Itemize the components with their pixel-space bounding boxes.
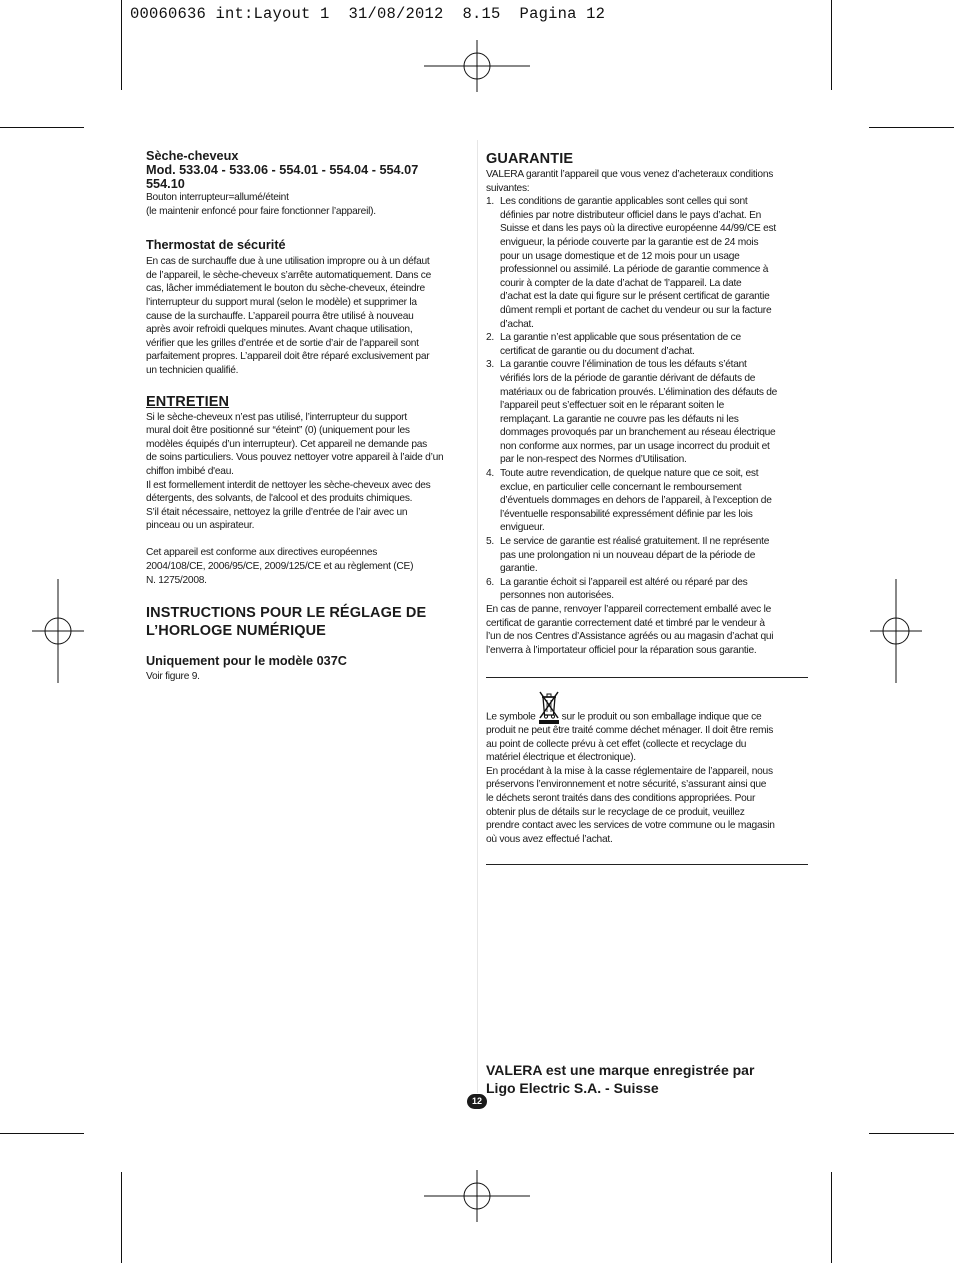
item-number: 6. xyxy=(486,576,494,588)
entretien-heading: ENTRETIEN xyxy=(146,393,230,410)
left-column xyxy=(146,149,468,684)
item-number: 1. xyxy=(486,196,494,208)
clock-heading: INSTRUCTIONS POUR LE RÉGLAGE DE L’HORLOGE NUMÉRIQUE xyxy=(146,605,427,640)
guarantee-item xyxy=(486,467,808,535)
item-line: matériaux ou de fabrication prouvés. L’élimination des défauts de xyxy=(500,386,778,398)
item-number: 3. xyxy=(486,359,494,371)
thermostat-text: En cas de surchauffe due à une utilisation impropre ou à un défaut de l’appareil, le sèche-cheveux s’arrête automatiquement. Dans ce cas, lâcher immédiatement le bouton du sèche-cheveux, éteindre l’interrupteur du support mural (selon le modèle) et supprimer la cause de la surchauffe. L’appareil pourra être utilisé à nouveau après avoir refroidi quelques minutes. Avant chaque utilisation, vérifier que les grilles d’entrée et de sortie d’air de l’appareil sont parfaitement propres. L’appareil doit être réparé exclusivement par un technicien qualifié. xyxy=(146,256,432,376)
item-line: La garantie échoit si l’appareil est altéré ou réparé par des xyxy=(500,576,748,588)
guarantee-heading: GUARANTIE xyxy=(486,151,574,167)
item-line: d’achat est la date qui figure sur le présent certificat de garantie xyxy=(500,291,770,303)
guarantee-intro: VALERA garantit l’appareil que vous venez d’acheteraux conditions suivantes: xyxy=(486,169,774,194)
item-line: pas une prolongation ni un nouveau départ de la période de xyxy=(500,549,756,561)
see-figure-text: Voir figure 9. xyxy=(146,671,200,683)
registration-mark-icon xyxy=(32,579,84,683)
item-line: La garantie couvre l’élimination de tous les défauts s’étant xyxy=(500,359,747,371)
conformity-text: Cet appareil est conforme aux directives européennes 2004/108/CE, 2006/95/CE, 2009/125/CE et au règlement (CE) N. 1275/2008. xyxy=(146,547,414,586)
model-037c-heading: Uniquement pour le modèle 037C xyxy=(146,654,347,669)
item-line: dommages provoqués par un branchement au réseau électrique xyxy=(500,427,776,439)
item-line: par le non-respect des Normes d’Utilisation. xyxy=(500,454,687,466)
crop-mark xyxy=(831,1172,832,1263)
guarantee-item xyxy=(486,576,808,603)
guarantee-item xyxy=(486,195,808,331)
item-line: envigueur. xyxy=(500,522,545,534)
item-line: courir à compter de la date d’achat de 'l’appareil. La date xyxy=(500,277,742,289)
right-column xyxy=(486,150,808,657)
weee-text: Le symbole sur le produit ou son emballage indique que ce produit ne peut être traité comme déchet ménager. Il doit être remis au point de collecte prévu à cet effet (collecte et recyclage du matériel électrique et électronique). En procédant à la mise à la casse réglementaire de l’appareil, nous préservons l’environnement et notre sécurité, s’assurant ainsi que le déchets seront traités dans des conditions appropriées. Pour obtenir plus de détails sur le recyclage de ce produit, veuillez prendre contact avec les services de votre commune ou le magasin où vous avez effectué l’achat. xyxy=(486,690,816,846)
item-line: professionnel ou assimilé. La période de garantie commence à xyxy=(500,264,769,276)
item-line: l’appareil peut s’effectuer soit en le réparant soiten le xyxy=(500,400,724,412)
product-title: Sèche-cheveux xyxy=(146,149,239,163)
model-list-cont: 554.10 xyxy=(146,177,185,191)
switch-text: Bouton interrupteur=allumé/éteint (le maintenir enfoncé pour faire fonctionner l’appareil). xyxy=(146,192,376,217)
item-line: Toute autre revendication, de quelque nature que ce soit, est xyxy=(500,468,759,480)
item-line: Le service de garantie est réalisé gratuitement. Il ne représente xyxy=(500,536,770,548)
crop-mark xyxy=(121,0,122,90)
column-divider xyxy=(477,140,478,1093)
panne-text: En cas de panne, renvoyer l’appareil correctement emballé avec le certificat de garantie correctement daté et timbré par le vendeur à l’un de nos Centres d’Assistance agréés ou au magasin d’achat qui l’enverra à l’importateur officiel pour la réparation sous garantie. xyxy=(486,604,774,656)
item-line: envigueur, la période couverte par la garantie est de 24 mois xyxy=(500,236,759,248)
item-number: 2. xyxy=(486,332,494,344)
item-line: d’éventuels dommages en dehors de l’appareil, à l’exception de xyxy=(500,495,772,507)
separator-line xyxy=(486,677,808,678)
crop-mark xyxy=(121,1172,122,1263)
crop-mark xyxy=(0,127,84,128)
crop-mark xyxy=(869,127,954,128)
guarantee-item xyxy=(486,358,808,467)
item-line: La garantie n’est applicable que sous présentation de ce xyxy=(500,332,741,344)
item-line: d’achat. xyxy=(500,318,534,330)
item-line: non conforme aux normes, par un usage incorrect du produit et xyxy=(500,440,770,452)
print-slug: 00060636 int:Layout 1 31/08/2012 8.15 Pagina 12 xyxy=(130,5,606,23)
item-line: garantie. xyxy=(500,563,538,575)
item-line: Suisse et dans les pays où la directive européenne 44/99/CE est xyxy=(500,223,776,235)
entretien-text: Si le sèche-cheveux n’est pas utilisé, l’interrupteur du support mural doit être positionné sur “éteint” (0) (uniquement pour les modèles équipés d’un interrupteur). Cet appareil ne demande pas de soins particuliers. Vous pouvez nettoyer votre appareil à l’aide d’un chiffon imbibé d'eau. Il est formellement interdit de nettoyer les sèche-cheveux avec des détergents, des solvants, de l'alcool et des produits chimiques. S’il était nécessaire, nettoyez la grille d’entrée de l’air avec un pinceau ou un aspirateur. xyxy=(146,411,444,532)
weee-bin-icon xyxy=(538,690,560,724)
item-line: remplaçant. La garantie ne couvre pas les défauts ni les xyxy=(500,413,739,425)
item-line: personnes non autorisées. xyxy=(500,590,614,602)
crop-mark xyxy=(0,1133,84,1134)
thermostat-heading: Thermostat de sécurité xyxy=(146,238,286,253)
crop-mark xyxy=(831,0,832,90)
registration-mark-icon xyxy=(424,1170,530,1222)
page-number: 12 xyxy=(467,1094,487,1109)
crop-mark xyxy=(869,1133,954,1134)
item-line: exclue, en particulier celle concernant le remboursement xyxy=(500,481,742,493)
item-line: certificat de garantie ou du document d’achat. xyxy=(500,345,695,357)
item-number: 5. xyxy=(486,536,494,548)
weee-first-line: Le symbole sur le produit ou son emballage indique que ce xyxy=(486,690,816,724)
item-line: l’éventuelle responsabilité expressément définie par les lois xyxy=(500,508,753,520)
item-line: vérifiés lors de la période de garantie dérivant de défauts de xyxy=(500,372,756,384)
brand-statement: VALERA est une marque enregistrée par Ligo Electric S.A. - Suisse xyxy=(486,1062,755,1096)
guarantee-item xyxy=(486,331,808,358)
item-line: définies par notre distributeur officiel dans le pays d’achat. En xyxy=(500,209,762,221)
item-line: Les conditions de garantie applicables sont celles qui sont xyxy=(500,196,748,208)
item-line: dûment rempli et portant de cachet du vendeur ou sur la facture xyxy=(500,304,772,316)
registration-mark-icon xyxy=(870,579,922,683)
item-line: pour un usage domestique et de 12 mois pour un usage xyxy=(500,250,740,262)
guarantee-list xyxy=(486,195,808,603)
guarantee-item xyxy=(486,535,808,576)
registration-mark-icon xyxy=(424,40,530,92)
separator-line xyxy=(486,864,808,865)
item-number: 4. xyxy=(486,468,494,480)
model-list: Mod. 533.04 - 533.06 - 554.01 - 554.04 - 554.07 xyxy=(146,163,419,177)
